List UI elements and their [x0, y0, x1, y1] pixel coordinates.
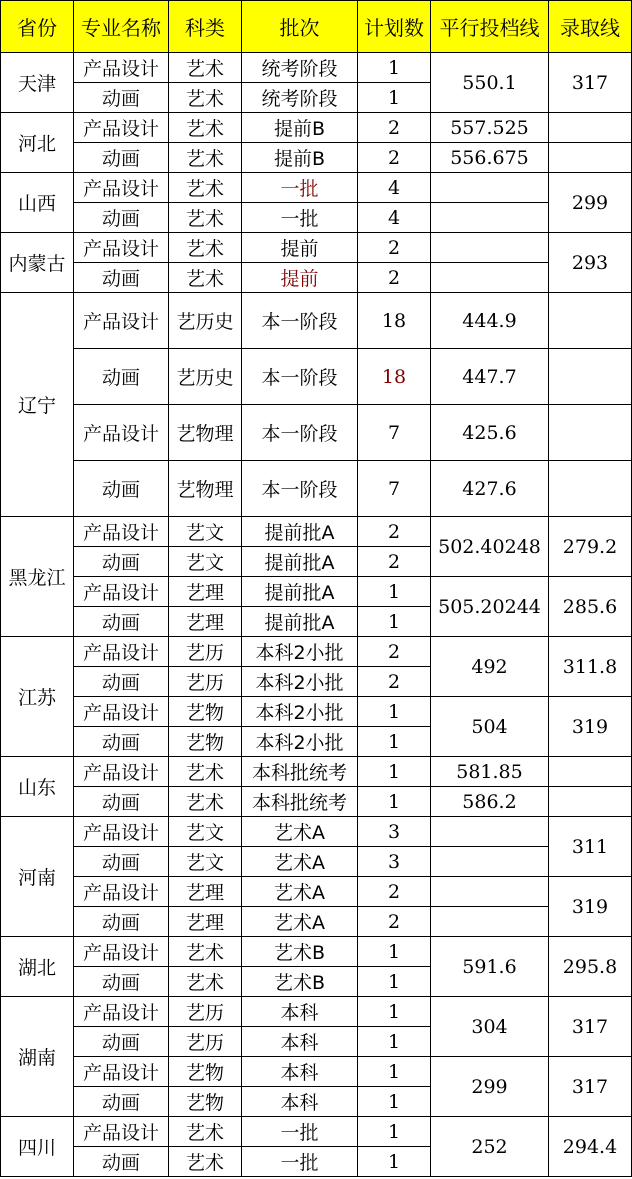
- major-cell: 产品设计: [74, 517, 169, 547]
- category-cell: 艺术: [169, 937, 242, 967]
- parallel-line-cell: [431, 173, 549, 203]
- admission-line-cell: [549, 143, 632, 173]
- major-cell: 产品设计: [74, 233, 169, 263]
- major-cell: 动画: [74, 143, 169, 173]
- admission-line-cell: 279.2: [549, 517, 632, 577]
- table-row: [1, 997, 632, 1027]
- parallel-line-cell: [431, 263, 549, 293]
- batch-cell: 一批: [242, 173, 358, 203]
- table-row: [1, 113, 632, 143]
- admission-line-cell: 317: [549, 997, 632, 1057]
- table-row: [1, 847, 632, 877]
- category-cell: 艺理: [169, 577, 242, 607]
- table-row: [1, 53, 632, 83]
- batch-cell: 本一阶段: [242, 461, 358, 517]
- category-cell: 艺理: [169, 907, 242, 937]
- batch-cell: 本科2小批: [242, 697, 358, 727]
- table-row: [1, 203, 632, 233]
- batch-cell: 本科: [242, 997, 358, 1027]
- batch-cell: 提前B: [242, 143, 358, 173]
- plan-cell: 2: [358, 877, 431, 907]
- category-cell: 艺文: [169, 517, 242, 547]
- province-cell: 河南: [1, 817, 74, 937]
- major-cell: 动画: [74, 607, 169, 637]
- table-row: [1, 817, 632, 847]
- plan-cell: 1: [358, 1057, 431, 1087]
- admission-line-cell: 285.6: [549, 577, 632, 637]
- plan-cell: 1: [358, 1027, 431, 1057]
- province-cell: 四川: [1, 1117, 74, 1177]
- plan-cell: 1: [358, 757, 431, 787]
- plan-cell: 1: [358, 1147, 431, 1177]
- parallel-line-cell: 447.7: [431, 349, 549, 405]
- batch-cell: 本科批统考: [242, 787, 358, 817]
- admission-line-cell: 295.8: [549, 937, 632, 997]
- category-cell: 艺术: [169, 173, 242, 203]
- province-cell: 天津: [1, 53, 74, 113]
- header-major: 专业名称: [74, 1, 169, 53]
- header-parallel-line: 平行投档线: [431, 1, 549, 53]
- parallel-line-cell: 556.675: [431, 143, 549, 173]
- plan-cell: 18: [358, 349, 431, 405]
- major-cell: 动画: [74, 1087, 169, 1117]
- plan-cell: 3: [358, 847, 431, 877]
- batch-cell: 本一阶段: [242, 405, 358, 461]
- plan-cell: 1: [358, 53, 431, 83]
- category-cell: 艺术: [169, 263, 242, 293]
- province-cell: 河北: [1, 113, 74, 173]
- category-cell: 艺术: [169, 53, 242, 83]
- table-row: [1, 1117, 632, 1147]
- admission-line-cell: [549, 405, 632, 461]
- province-cell: 湖北: [1, 937, 74, 997]
- table-row: [1, 937, 632, 967]
- category-cell: 艺术: [169, 757, 242, 787]
- batch-cell: 本科: [242, 1057, 358, 1087]
- plan-cell: 2: [358, 547, 431, 577]
- header-batch: 批次: [242, 1, 358, 53]
- major-cell: 产品设计: [74, 997, 169, 1027]
- major-cell: 产品设计: [74, 637, 169, 667]
- category-cell: 艺理: [169, 877, 242, 907]
- batch-cell: 提前批A: [242, 607, 358, 637]
- province-cell: 黑龙江: [1, 517, 74, 637]
- province-cell: 辽宁: [1, 293, 74, 517]
- major-cell: 动画: [74, 967, 169, 997]
- batch-cell: 艺术A: [242, 847, 358, 877]
- major-cell: 动画: [74, 203, 169, 233]
- admission-line-cell: [549, 349, 632, 405]
- parallel-line-cell: 427.6: [431, 461, 549, 517]
- parallel-line-cell: [431, 817, 549, 847]
- category-cell: 艺术: [169, 1117, 242, 1147]
- major-cell: 产品设计: [74, 697, 169, 727]
- plan-cell: 3: [358, 817, 431, 847]
- category-cell: 艺历: [169, 1027, 242, 1057]
- category-cell: 艺历: [169, 637, 242, 667]
- plan-cell: 1: [358, 83, 431, 113]
- category-cell: 艺物: [169, 1057, 242, 1087]
- category-cell: 艺术: [169, 967, 242, 997]
- batch-cell: 统考阶段: [242, 83, 358, 113]
- province-cell: 湖南: [1, 997, 74, 1117]
- plan-cell: 1: [358, 727, 431, 757]
- table-row: [1, 787, 632, 817]
- province-cell: 内蒙古: [1, 233, 74, 293]
- plan-cell: 2: [358, 907, 431, 937]
- plan-cell: 1: [358, 967, 431, 997]
- admission-line-cell: 311: [549, 817, 632, 877]
- major-cell: 产品设计: [74, 1117, 169, 1147]
- plan-cell: 1: [358, 937, 431, 967]
- plan-cell: 1: [358, 1087, 431, 1117]
- batch-cell: 统考阶段: [242, 53, 358, 83]
- table-row: [1, 577, 632, 607]
- plan-cell: 1: [358, 1117, 431, 1147]
- batch-cell: 本科2小批: [242, 637, 358, 667]
- plan-cell: 1: [358, 697, 431, 727]
- parallel-line-cell: 505.20244: [431, 577, 549, 637]
- admission-line-cell: 319: [549, 877, 632, 937]
- parallel-line-cell: [431, 907, 549, 937]
- province-cell: 江苏: [1, 637, 74, 757]
- major-cell: 动画: [74, 1027, 169, 1057]
- province-cell: 山西: [1, 173, 74, 233]
- major-cell: 动画: [74, 461, 169, 517]
- category-cell: 艺物理: [169, 461, 242, 517]
- major-cell: 产品设计: [74, 577, 169, 607]
- parallel-line-cell: 252: [431, 1117, 549, 1177]
- admission-line-cell: [549, 293, 632, 349]
- plan-cell: 1: [358, 577, 431, 607]
- plan-cell: 2: [358, 143, 431, 173]
- parallel-line-cell: 444.9: [431, 293, 549, 349]
- category-cell: 艺术: [169, 1147, 242, 1177]
- plan-cell: 2: [358, 517, 431, 547]
- batch-cell: 提前批A: [242, 547, 358, 577]
- table-row: [1, 173, 632, 203]
- batch-cell: 提前: [242, 233, 358, 263]
- major-cell: 动画: [74, 787, 169, 817]
- batch-cell: 艺术B: [242, 937, 358, 967]
- category-cell: 艺历史: [169, 349, 242, 405]
- table-row: [1, 293, 632, 349]
- admission-line-cell: 299: [549, 173, 632, 233]
- admission-line-cell: 294.4: [549, 1117, 632, 1177]
- major-cell: 产品设计: [74, 293, 169, 349]
- batch-cell: 艺术A: [242, 907, 358, 937]
- batch-cell: 本科批统考: [242, 757, 358, 787]
- parallel-line-cell: 504: [431, 697, 549, 757]
- batch-cell: 一批: [242, 203, 358, 233]
- batch-cell: 本科2小批: [242, 727, 358, 757]
- parallel-line-cell: 581.85: [431, 757, 549, 787]
- category-cell: 艺术: [169, 143, 242, 173]
- major-cell: 产品设计: [74, 405, 169, 461]
- batch-cell: 提前: [242, 263, 358, 293]
- header-row: [1, 1, 632, 53]
- table-row: [1, 143, 632, 173]
- category-cell: 艺术: [169, 83, 242, 113]
- category-cell: 艺术: [169, 787, 242, 817]
- category-cell: 艺术: [169, 203, 242, 233]
- major-cell: 动画: [74, 727, 169, 757]
- batch-cell: 艺术A: [242, 877, 358, 907]
- batch-cell: 本科: [242, 1087, 358, 1117]
- table-row: [1, 263, 632, 293]
- header-category: 科类: [169, 1, 242, 53]
- major-cell: 动画: [74, 907, 169, 937]
- major-cell: 产品设计: [74, 817, 169, 847]
- major-cell: 产品设计: [74, 113, 169, 143]
- plan-cell: 4: [358, 203, 431, 233]
- batch-cell: 提前B: [242, 113, 358, 143]
- batch-cell: 本一阶段: [242, 349, 358, 405]
- major-cell: 产品设计: [74, 757, 169, 787]
- plan-cell: 2: [358, 233, 431, 263]
- plan-cell: 18: [358, 293, 431, 349]
- parallel-line-cell: 502.40248: [431, 517, 549, 577]
- category-cell: 艺物: [169, 727, 242, 757]
- table-row: [1, 517, 632, 547]
- table-row: [1, 697, 632, 727]
- admission-line-cell: [549, 461, 632, 517]
- table-row: [1, 349, 632, 405]
- admission-line-cell: 311.8: [549, 637, 632, 697]
- admission-line-cell: 317: [549, 53, 632, 113]
- parallel-line-cell: 425.6: [431, 405, 549, 461]
- batch-cell: 艺术A: [242, 817, 358, 847]
- category-cell: 艺理: [169, 607, 242, 637]
- major-cell: 动画: [74, 667, 169, 697]
- parallel-line-cell: 304: [431, 997, 549, 1057]
- admission-line-cell: [549, 113, 632, 143]
- header-province: 省份: [1, 1, 74, 53]
- plan-cell: 7: [358, 461, 431, 517]
- plan-cell: 2: [358, 667, 431, 697]
- major-cell: 产品设计: [74, 937, 169, 967]
- admission-line-cell: 319: [549, 697, 632, 757]
- plan-cell: 1: [358, 997, 431, 1027]
- province-cell: 山东: [1, 757, 74, 817]
- batch-cell: 提前批A: [242, 577, 358, 607]
- table-row: [1, 1057, 632, 1087]
- parallel-line-cell: 591.6: [431, 937, 549, 997]
- parallel-line-cell: 586.2: [431, 787, 549, 817]
- major-cell: 产品设计: [74, 53, 169, 83]
- plan-cell: 1: [358, 607, 431, 637]
- category-cell: 艺术: [169, 113, 242, 143]
- major-cell: 动画: [74, 349, 169, 405]
- category-cell: 艺物: [169, 1087, 242, 1117]
- batch-cell: 本科2小批: [242, 667, 358, 697]
- plan-cell: 7: [358, 405, 431, 461]
- category-cell: 艺历: [169, 667, 242, 697]
- category-cell: 艺历: [169, 997, 242, 1027]
- table-row: [1, 757, 632, 787]
- plan-cell: 4: [358, 173, 431, 203]
- parallel-line-cell: 299: [431, 1057, 549, 1117]
- header-plan: 计划数: [358, 1, 431, 53]
- parallel-line-cell: [431, 847, 549, 877]
- parallel-line-cell: [431, 233, 549, 263]
- parallel-line-cell: [431, 203, 549, 233]
- plan-cell: 2: [358, 113, 431, 143]
- plan-cell: 2: [358, 263, 431, 293]
- table-row: [1, 405, 632, 461]
- parallel-line-cell: 492: [431, 637, 549, 697]
- admission-line-cell: 293: [549, 233, 632, 293]
- table-row: [1, 461, 632, 517]
- major-cell: 动画: [74, 547, 169, 577]
- major-cell: 动画: [74, 83, 169, 113]
- batch-cell: 一批: [242, 1117, 358, 1147]
- major-cell: 动画: [74, 263, 169, 293]
- table-row: [1, 907, 632, 937]
- major-cell: 产品设计: [74, 877, 169, 907]
- table-row: [1, 637, 632, 667]
- plan-cell: 1: [358, 787, 431, 817]
- batch-cell: 艺术B: [242, 967, 358, 997]
- admission-line-cell: [549, 757, 632, 787]
- admission-line-cell: 317: [549, 1057, 632, 1117]
- category-cell: 艺物: [169, 697, 242, 727]
- category-cell: 艺文: [169, 547, 242, 577]
- header-admission-line: 录取线: [549, 1, 632, 53]
- plan-cell: 2: [358, 637, 431, 667]
- major-cell: 产品设计: [74, 1057, 169, 1087]
- category-cell: 艺物理: [169, 405, 242, 461]
- major-cell: 动画: [74, 847, 169, 877]
- parallel-line-cell: 550.1: [431, 53, 549, 113]
- batch-cell: 本一阶段: [242, 293, 358, 349]
- batch-cell: 提前批A: [242, 517, 358, 547]
- parallel-line-cell: [431, 877, 549, 907]
- category-cell: 艺历史: [169, 293, 242, 349]
- category-cell: 艺术: [169, 233, 242, 263]
- category-cell: 艺文: [169, 847, 242, 877]
- batch-cell: 本科: [242, 1027, 358, 1057]
- batch-cell: 一批: [242, 1147, 358, 1177]
- admission-line-cell: [549, 787, 632, 817]
- table-row: [1, 233, 632, 263]
- major-cell: 产品设计: [74, 173, 169, 203]
- category-cell: 艺文: [169, 817, 242, 847]
- table-row: [1, 877, 632, 907]
- major-cell: 动画: [74, 1147, 169, 1177]
- parallel-line-cell: 557.525: [431, 113, 549, 143]
